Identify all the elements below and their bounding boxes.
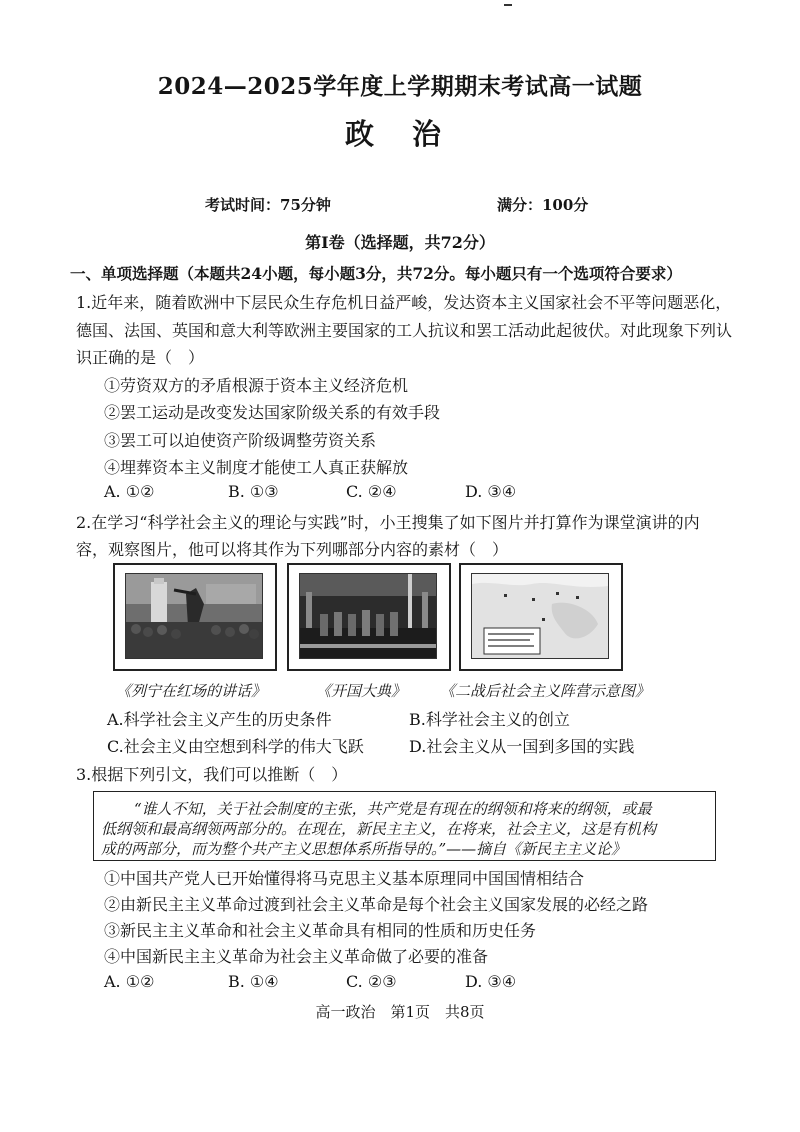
q3-statement-4: ④中国新民主主义革命为社会主义革命做了必要的准备 [104,947,489,966]
q3-stem: 3.根据下列引文，我们可以推断（ ） [76,765,348,784]
scan-mark [504,4,512,6]
q2-option-d: D.社会主义从一国到多国的实践 [409,737,635,756]
q3-statement-3: ③新民主主义革命和社会主义革命具有相同的性质和历史任务 [104,921,537,940]
q1-option-a: A. ①② [104,482,155,501]
q1-statement-2: ②罢工运动是改变发达国家阶级关系的有效手段 [104,403,441,422]
caption-socialist-camp-map: 《二战后社会主义阵营示意图》 [440,682,651,700]
quote-line-2: 低纲领和最高纲领两部分的。在现在，新民主主义，在将来，社会主义，这是有机构 [101,820,657,838]
q1-stem-line-3: 识正确的是（ ） [76,348,205,367]
section-title: 第Ⅰ卷（选择题，共72分） [305,233,495,252]
q2-option-c: C.社会主义由空想到科学的伟大飞跃 [107,737,364,756]
q1-stem-line-1: 1.近年来，随着欧洲中下层民众生存危机日益严峻，发达资本主义国家社会不平等问题恶化， [76,293,732,312]
q1-stem-line-2: 德国、法国、英国和意大利等欧洲主要国家的工人抗议和罢工活动此起彼伏。对此现象下列认 [76,321,733,340]
quote-line-1: “谁人不知，关于社会制度的主张，共产党是有现在的纲领和将来的纲领，或最 [134,800,652,818]
page-footer: 高一政治 第1页 共8页 [315,1003,485,1021]
q3-option-a: A. ①② [104,972,155,991]
full-score: 满分：100分 [497,196,589,214]
q2-stem-line-2: 容，观察图片，他可以将其作为下列哪部分内容的素材（ ） [76,540,509,559]
socialist-camp-map-image [459,563,623,671]
exam-title: 2024—2025学年度上学期期末考试高一试题 [157,73,643,100]
caption-founding-ceremony: 《开国大典》 [316,682,407,700]
founding-ceremony-image [287,563,451,671]
q3-option-d: D. ③④ [465,972,517,991]
q3-option-b: B. ①④ [228,972,279,991]
q1-statement-4: ④埋葬资本主义制度才能使工人真正获解放 [104,458,409,477]
q1-option-b: B. ①③ [228,482,279,501]
lenin-painting-image [113,563,277,671]
q1-statement-1: ①劳资双方的矛盾根源于资本主义经济危机 [104,376,409,395]
ceremony-photo-icon [299,573,437,659]
map-figure-icon [471,573,609,659]
q1-option-c: C. ②④ [346,482,397,501]
q2-option-a: A.科学社会主义产生的历史条件 [107,710,332,729]
q3-statement-1: ①中国共产党人已开始懂得将马克思主义基本原理同中国国情相结合 [104,869,585,888]
q3-option-c: C. ②③ [346,972,397,991]
q2-stem-line-1: 2.在学习“科学社会主义的理论与实践”时，小王搜集了如下图片并打算作为课堂演讲的内 [76,513,700,532]
caption-lenin-painting: 《列宁在红场的讲话》 [116,682,267,700]
q1-option-d: D. ③④ [465,482,517,501]
exam-time: 考试时间：75分钟 [205,196,331,214]
quote-line-3: 成的两部分，而为整个共产主义思想体系所指导的。”——摘自《新民主主义论》 [101,840,627,858]
q3-statement-2: ②由新民主主义革命过渡到社会主义革命是每个社会主义国家发展的必经之路 [104,895,649,914]
q2-option-b: B.科学社会主义的创立 [409,710,570,729]
painting-photo-icon [125,573,263,659]
subject-title: 政 治 [344,117,456,151]
q1-statement-3: ③罢工可以迫使资产阶级调整劳资关系 [104,431,377,450]
section-instructions: 一、单项选择题（本题共24小题，每小题3分，共72分。每小题只有一个选项符合要求） [70,264,682,283]
